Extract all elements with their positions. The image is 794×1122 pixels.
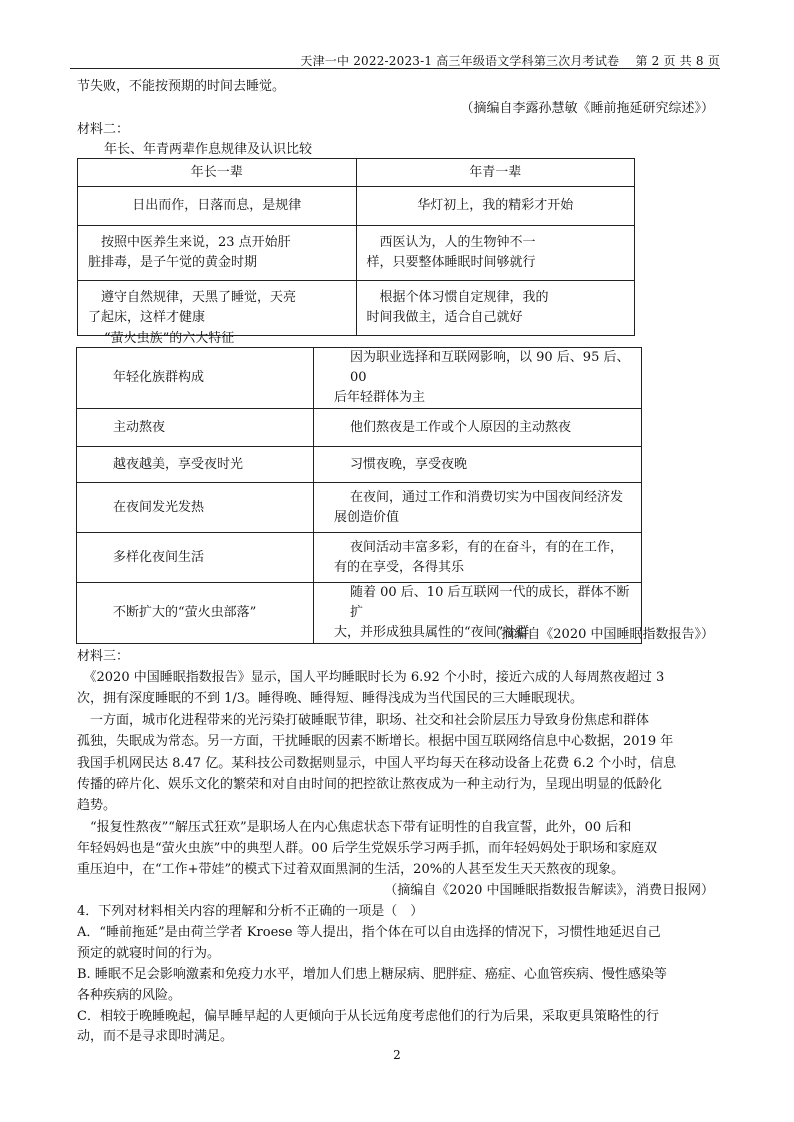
page-number: 2 bbox=[393, 1048, 401, 1062]
material3-label: 材料三： bbox=[77, 649, 130, 664]
header-rule bbox=[70, 68, 720, 69]
table1-title: 年长、年青两辈作息规律及认识比较 bbox=[104, 142, 313, 157]
paragraph-line: “报复性熬夜”“解压式狂欢”是职场人在内心焦虑状态下带有证明性的自我宣誓，此外，00 后和 bbox=[77, 820, 632, 835]
table1-cell: 华灯初上，我的精彩才开始 bbox=[356, 187, 635, 226]
table1-header-cell: 年青一辈 bbox=[356, 159, 635, 187]
option-b-line: B. 睡眠不足会影响激素和免疫力水平，增加人们患上糖尿病、肥胖症、癌症、心血管疾病、慢性感染等 bbox=[77, 967, 667, 982]
table2-value-cell: 他们熬夜是工作或个人原因的主动熬夜 bbox=[314, 409, 642, 447]
intro-line: 节失败，不能按预期的时间去睡觉。 bbox=[77, 79, 286, 94]
option-a-line: A．“睡前拖延”是由荷兰学者 Kroese 等人提出，指个体在可以自由选择的情况下，习惯性地延迟自己 bbox=[77, 925, 661, 940]
table2-key-cell: 不断扩大的“萤火虫部落” bbox=[77, 583, 314, 644]
table1-cell: 根据个体习惯自定规律，我的 时间我做主，适合自己就好 bbox=[356, 281, 635, 336]
table2-title: “萤火虫族”的六大特征 bbox=[104, 331, 235, 346]
paragraph-line: 我国手机网民达 8.47 亿。某科技公司数据则显示，中国人平均每天在移动设备上花费 6.2 个小时，信息 bbox=[77, 756, 677, 771]
table2-value-cell: 因为职业选择和互联网影响，以 90 后、95 后、00 后年轻群体为主 bbox=[314, 348, 642, 409]
table2-value-cell: 习惯夜晚，享受夜晚 bbox=[314, 447, 642, 483]
table2-value-cell: 随着 00 后、10 后互联网一代的成长，群体不断扩 大，并形成独具属性的“夜间”社群 bbox=[314, 583, 642, 644]
table2-value-cell: 夜间活动丰富多彩，有的在奋斗，有的在工作， 有的在享受，各得其乐 bbox=[314, 533, 642, 583]
table2-key-cell: 多样化夜间生活 bbox=[77, 533, 314, 583]
paragraph-line: 次，拥有深度睡眠的不到 1/3。睡得晚、睡得短、睡得浅成为当代国民的三大睡眠现状。 bbox=[77, 691, 584, 706]
material2-label: 材料二： bbox=[77, 122, 130, 137]
option-b-line: 各种疾病的风险。 bbox=[77, 988, 182, 1003]
table1-cell: 日出而作，日落而息，是规律 bbox=[78, 187, 357, 226]
paragraph-line: 《2020 中国睡眠指数报告》显示，国人平均睡眠时长为 6.92 个小时，接近六成的人每周熬夜超过 3 bbox=[77, 670, 665, 685]
page-header: 天津一中 2022-2023-1 高三年级语文学科第三次月考试卷 第 2 页 共 8 页 bbox=[300, 54, 720, 68]
question-stem: 4．下列对材料相关内容的理解和分析不正确的一项是（ ） bbox=[77, 904, 424, 919]
paragraph-line: 传播的碎片化、娱乐文化的繁荣和对自由时间的把控欲让熬夜成为一种主动行为，呈现出明显的低龄化 bbox=[77, 777, 663, 792]
table1-cell: 西医认为，人的生物钟不一 样，只要整体睡眠时间够就行 bbox=[356, 226, 635, 281]
option-c-line: C．相较于晚睡晚起，偏早睡早起的人更倾向于从长远角度考虑他们的行为后果，采取更具策略性的行 bbox=[77, 1009, 659, 1024]
table1-cell: 按照中医养生来说，23 点开始肝 脏排毒，是子午觉的黄金时期 bbox=[78, 226, 357, 281]
table2-key-cell: 越夜越美，享受夜时光 bbox=[77, 447, 314, 483]
table2-key-cell: 在夜间发光发热 bbox=[77, 483, 314, 533]
paragraph-line: 重压迫中，在“工作+带娃”的模式下过着双面黑洞的生活，20%的人甚至发生天天熬夜的现象。 bbox=[77, 862, 625, 877]
paragraph-line: 趋势。 bbox=[77, 798, 117, 813]
table1-header-cell: 年长一辈 bbox=[78, 159, 357, 187]
source-citation-1: （摘编自李露孙慧敏《睡前拖延研究综述》） bbox=[460, 101, 714, 116]
paragraph-line: 孤独，失眠成为常态。另一方面，干扰睡眠的因素不断增长。根据中国互联网络信息中心数据，2019 年 bbox=[77, 734, 674, 749]
generation-comparison-table bbox=[77, 158, 635, 336]
table1-cell: 遵守自然规律，天黑了睡觉，天亮 了起床，这样才健康 bbox=[78, 281, 357, 336]
option-c-line: 动，而不是寻求即时满足。 bbox=[77, 1029, 234, 1044]
option-a-line: 预定的就寝时间的行为。 bbox=[77, 946, 221, 961]
firefly-features-table bbox=[76, 347, 642, 644]
paragraph-line: 一方面，城市化进程带来的光污染打破睡眠节律，职场、社交和社会阶层压力导致身份焦虑和群体 bbox=[77, 713, 650, 728]
paragraph-line: 年轻妈妈也是“萤火虫族”中的典型人群。00 后学生党娱乐学习两手抓，而年轻妈妈处于职场和家庭双 bbox=[77, 841, 657, 856]
table2-key-cell: 年轻化族群构成 bbox=[77, 348, 314, 409]
source-citation-2: （摘编自《2020 中国睡眠指数报告》） bbox=[488, 627, 714, 642]
table2-key-cell: 主动熬夜 bbox=[77, 409, 314, 447]
source-citation-3: （摘编自《2020 中国睡眠指数报告解读》，消费日报网） bbox=[384, 883, 714, 898]
table2-value-cell: 在夜间，通过工作和消费切实为中国夜间经济发 展创造价值 bbox=[314, 483, 642, 533]
